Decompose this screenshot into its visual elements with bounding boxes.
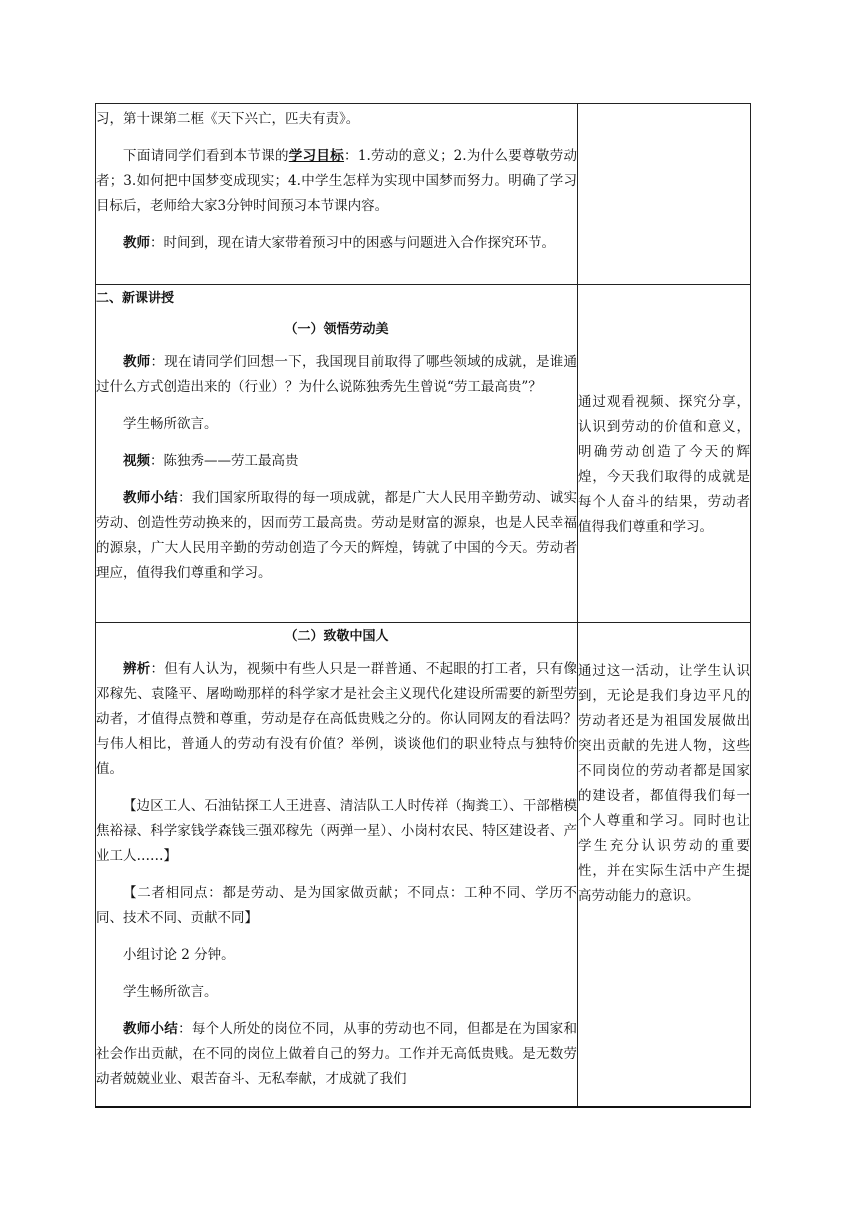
examples-paragraph: 【边区工人、石油钻探工人王进喜、清洁队工人时传祥（掏粪工）、干部楷模焦裕禄、科学家钱学森钱三强邓稼先（两弹一星）、小岗村农民、特区建设者、产业工人……】 xyxy=(96,798,577,864)
analysis-text: ：但有人认为，视频中有些人只是一群普通、不起眼的打工者，只有像邓稼先、袁隆平、屠呦呦那样的科学家才是社会主义现代化建设所需要的新型劳动者，才值得点赞和尊重，劳动是存在高低贵贱之分的。你认同网友的看法吗？与伟人相比，普通人的劳动有没有价值？举例，谈谈他们的职业特点与独特价值。 xyxy=(96,661,577,777)
table-row-section-one xyxy=(96,285,751,623)
teacher-question-text: ：现在请同学们回想一下，我国现目前取得了哪些领域的成就，是谁通过什么方式创造出来的（行业）？为什么说陈独秀先生曾说“劳工最高贵”？ xyxy=(96,354,577,395)
intro-line: 习，第十课第二框《天下兴亡，匹夫有责》。 xyxy=(96,111,360,127)
summary-text: ：每个人所处的岗位不同，从事的劳动也不同，但都是在为国家和社会作出贡献，在不同的岗位上做着自己的努力。工作并无高低贵贱。是无数劳动者兢兢业业、艰苦奋斗、无私奉献，才成就了我们 xyxy=(96,1021,577,1087)
analysis-label: 辨析 xyxy=(123,661,151,677)
table-row-section-two xyxy=(96,623,751,1107)
intro-main-cell xyxy=(96,104,578,285)
section-two-main-cell xyxy=(96,623,578,1107)
group-discussion: 小组讨论 2 分钟。 xyxy=(123,947,235,963)
teacher-question-paragraph xyxy=(96,350,577,400)
objectives-text: ：1.劳动的意义；2.为什么要尊敬劳动者；3.如何把中国梦变成现实；4.中学生怎样为实现中国梦而努力。明确了学习目标后，老师给大家3分钟时间预习本节课内容。 xyxy=(96,148,578,214)
section-title: 二、新课讲授 xyxy=(96,291,175,306)
analysis-paragraph xyxy=(96,657,577,782)
intro-side-cell xyxy=(578,104,751,285)
teacher-label: 教师 xyxy=(123,354,151,370)
video-text: ：陈独秀——劳工最高贵 xyxy=(150,453,299,469)
objectives-intro: 下面请同学们看到本节课的 xyxy=(123,148,289,164)
subsection-title-two: （二）致敬中国人 xyxy=(284,629,389,644)
students-respond: 学生畅所欲言。 xyxy=(123,416,218,432)
comparison-paragraph: 【二者相同点：都是劳动、是为国家做贡献；不同点：工种不同、学历不同、技术不同、贡献不同】 xyxy=(96,885,577,926)
subsection-title-one: （一）领悟劳动美 xyxy=(284,322,389,337)
summary-paragraph xyxy=(96,1017,577,1092)
summary-paragraph xyxy=(96,486,577,586)
summary-text: ：我们国家所取得的每一项成就，都是广大人民用辛勤劳动、诚实劳动、创造性劳动换来的，因而劳工最高贵。劳动是财富的源泉，也是人民幸福的源泉，广大人民用辛勤的劳动创造了今天的辉煌，铸就了中国的今天。劳动者理应，值得我们尊重和学习。 xyxy=(96,490,577,581)
section-two-side-cell xyxy=(578,623,751,1107)
summary-label: 教师小结 xyxy=(123,490,179,506)
teacher-label: 教师 xyxy=(123,235,150,251)
teacher-text: ：时间到，现在请大家带着预习中的困惑与问题进入合作探究环节。 xyxy=(150,235,555,251)
summary-label: 教师小结 xyxy=(123,1021,179,1037)
section-one-side-cell xyxy=(578,285,751,623)
lesson-plan-table xyxy=(95,103,751,1108)
students-respond: 学生畅所欲言。 xyxy=(123,984,218,1000)
objectives-label: 学习目标 xyxy=(288,148,345,164)
teacher-paragraph xyxy=(96,231,577,256)
design-intent-note-two: 通过这一活动，让学生认识到，无论是我们身边平凡的劳动者还是为祖国发展做出突出贡献的先进人物，这些不同岗位的劳动者都是国家的建设者，都值得我们每一个人尊重和学习。同时也让学生充分认识劳动的重要性，并在实际生活中产生提高劳动能力的意识。 xyxy=(578,663,750,904)
section-one-main-cell xyxy=(96,285,578,623)
table-row-intro xyxy=(96,104,751,285)
video-paragraph xyxy=(96,449,577,474)
objectives-paragraph xyxy=(96,144,577,219)
video-label: 视频 xyxy=(123,453,150,469)
design-intent-note-one: 通过观看视频、探究分享，认识到劳动的价值和意义，明确劳动创造了今天的辉煌，今天我们取得的成就是每个人奋斗的结果，劳动者值得我们尊重和学习。 xyxy=(578,393,750,535)
